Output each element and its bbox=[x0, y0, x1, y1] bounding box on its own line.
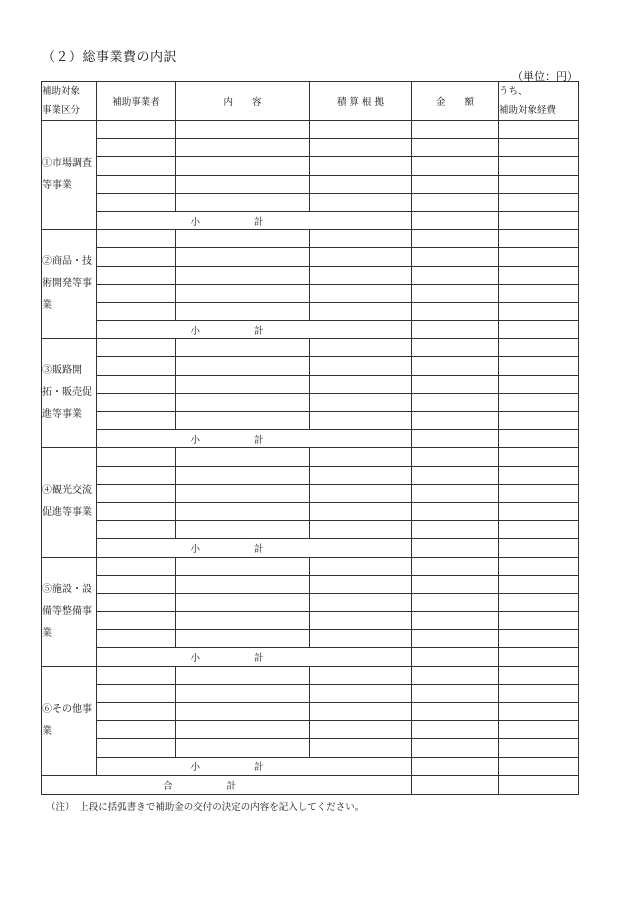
data-row bbox=[42, 121, 579, 139]
data-row bbox=[42, 357, 579, 375]
operator-cell[interactable] bbox=[97, 448, 176, 466]
basis-cell[interactable] bbox=[310, 393, 412, 411]
basis-cell[interactable] bbox=[310, 248, 412, 266]
basis-cell[interactable] bbox=[310, 466, 412, 484]
amount-cell[interactable] bbox=[412, 284, 499, 302]
eligible-cell[interactable] bbox=[499, 593, 579, 611]
eligible-cell[interactable] bbox=[499, 703, 579, 721]
data-row bbox=[42, 666, 579, 684]
category-label: ①市場調査等事業 bbox=[42, 121, 97, 230]
operator-cell[interactable] bbox=[97, 230, 176, 248]
operator-cell[interactable] bbox=[97, 284, 176, 302]
subtotal-row bbox=[42, 430, 579, 448]
subtotal-amount-cell[interactable] bbox=[412, 648, 499, 666]
operator-cell[interactable] bbox=[97, 466, 176, 484]
content-cell[interactable] bbox=[176, 157, 310, 175]
eligible-cell[interactable] bbox=[499, 339, 579, 357]
subtotal-row bbox=[42, 539, 579, 557]
header-eligible-cost: うち、 補助対象経費 bbox=[499, 82, 579, 121]
operator-cell[interactable] bbox=[97, 121, 176, 139]
budget-breakdown-table bbox=[41, 81, 579, 795]
eligible-cell[interactable] bbox=[499, 175, 579, 193]
amount-cell[interactable] bbox=[412, 466, 499, 484]
subtotal-eligible-cell[interactable] bbox=[499, 648, 579, 666]
subtotal-row bbox=[42, 321, 579, 339]
operator-cell[interactable] bbox=[97, 248, 176, 266]
amount-cell[interactable] bbox=[412, 375, 499, 393]
data-row bbox=[42, 412, 579, 430]
basis-cell[interactable] bbox=[310, 575, 412, 593]
basis-cell[interactable] bbox=[310, 703, 412, 721]
content-cell[interactable] bbox=[176, 703, 310, 721]
grand-total-eligible-cell[interactable] bbox=[499, 775, 579, 794]
data-row bbox=[42, 612, 579, 630]
content-cell[interactable] bbox=[176, 412, 310, 430]
data-row bbox=[42, 284, 579, 302]
operator-cell[interactable] bbox=[97, 302, 176, 320]
data-row bbox=[42, 339, 579, 357]
content-cell[interactable] bbox=[176, 357, 310, 375]
content-cell[interactable] bbox=[176, 230, 310, 248]
operator-cell[interactable] bbox=[97, 339, 176, 357]
subtotal-row bbox=[42, 648, 579, 666]
eligible-cell[interactable] bbox=[499, 630, 579, 648]
amount-cell[interactable] bbox=[412, 703, 499, 721]
amount-cell[interactable] bbox=[412, 412, 499, 430]
footnote: （注） 上段に括弧書きで補助金の交付の決定の内容を記入してください。 bbox=[46, 802, 365, 813]
eligible-cell[interactable] bbox=[499, 684, 579, 702]
data-row bbox=[42, 375, 579, 393]
eligible-cell[interactable] bbox=[499, 575, 579, 593]
basis-cell[interactable] bbox=[310, 684, 412, 702]
content-cell[interactable] bbox=[176, 575, 310, 593]
eligible-cell[interactable] bbox=[499, 121, 579, 139]
amount-cell[interactable] bbox=[412, 339, 499, 357]
data-row bbox=[42, 630, 579, 648]
eligible-cell[interactable] bbox=[499, 502, 579, 520]
subtotal-row bbox=[42, 211, 579, 229]
subtotal-label: 小計 bbox=[97, 648, 412, 666]
content-cell[interactable] bbox=[176, 248, 310, 266]
subtotal-label: 小計 bbox=[97, 539, 412, 557]
content-cell[interactable] bbox=[176, 466, 310, 484]
operator-cell[interactable] bbox=[97, 175, 176, 193]
amount-cell[interactable] bbox=[412, 739, 499, 757]
operator-cell[interactable] bbox=[97, 521, 176, 539]
basis-cell[interactable] bbox=[310, 175, 412, 193]
eligible-cell[interactable] bbox=[499, 357, 579, 375]
eligible-cell[interactable] bbox=[499, 557, 579, 575]
data-row bbox=[42, 248, 579, 266]
header-category: 補助対象 事業区分 bbox=[42, 82, 97, 121]
content-cell[interactable] bbox=[176, 630, 310, 648]
eligible-cell[interactable] bbox=[499, 521, 579, 539]
subtotal-amount-cell[interactable] bbox=[412, 539, 499, 557]
basis-cell[interactable] bbox=[310, 139, 412, 157]
amount-cell[interactable] bbox=[412, 248, 499, 266]
basis-cell[interactable] bbox=[310, 375, 412, 393]
subtotal-label: 小計 bbox=[97, 321, 412, 339]
content-cell[interactable] bbox=[176, 739, 310, 757]
grand-total-label: 合計 bbox=[42, 775, 412, 794]
amount-cell[interactable] bbox=[412, 575, 499, 593]
basis-cell[interactable] bbox=[310, 230, 412, 248]
eligible-cell[interactable] bbox=[499, 484, 579, 502]
subtotal-eligible-cell[interactable] bbox=[499, 211, 579, 229]
data-row bbox=[42, 721, 579, 739]
basis-cell[interactable] bbox=[310, 630, 412, 648]
amount-cell[interactable] bbox=[412, 593, 499, 611]
amount-cell[interactable] bbox=[412, 266, 499, 284]
content-cell[interactable] bbox=[176, 339, 310, 357]
operator-cell[interactable] bbox=[97, 357, 176, 375]
basis-cell[interactable] bbox=[310, 448, 412, 466]
data-row bbox=[42, 448, 579, 466]
data-row bbox=[42, 703, 579, 721]
data-row bbox=[42, 230, 579, 248]
data-row bbox=[42, 684, 579, 702]
data-row bbox=[42, 502, 579, 520]
amount-cell[interactable] bbox=[412, 721, 499, 739]
data-row bbox=[42, 557, 579, 575]
operator-cell[interactable] bbox=[97, 630, 176, 648]
subtotal-eligible-cell[interactable] bbox=[499, 539, 579, 557]
data-row bbox=[42, 193, 579, 211]
content-cell[interactable] bbox=[176, 684, 310, 702]
basis-cell[interactable] bbox=[310, 157, 412, 175]
content-cell[interactable] bbox=[176, 502, 310, 520]
operator-cell[interactable] bbox=[97, 484, 176, 502]
eligible-cell[interactable] bbox=[499, 139, 579, 157]
subtotal-label: 小計 bbox=[97, 757, 412, 775]
subtotal-label: 小計 bbox=[97, 430, 412, 448]
operator-cell[interactable] bbox=[97, 412, 176, 430]
subtotal-eligible-cell[interactable] bbox=[499, 321, 579, 339]
content-cell[interactable] bbox=[176, 193, 310, 211]
amount-cell[interactable] bbox=[412, 230, 499, 248]
content-cell[interactable] bbox=[176, 121, 310, 139]
content-cell[interactable] bbox=[176, 375, 310, 393]
content-cell[interactable] bbox=[176, 302, 310, 320]
data-row bbox=[42, 593, 579, 611]
amount-cell[interactable] bbox=[412, 121, 499, 139]
eligible-cell[interactable] bbox=[499, 248, 579, 266]
amount-cell[interactable] bbox=[412, 193, 499, 211]
content-cell[interactable] bbox=[176, 612, 310, 630]
category-label: ⑥その他事業 bbox=[42, 666, 97, 775]
eligible-cell[interactable] bbox=[499, 666, 579, 684]
header-amount: 金 額 bbox=[412, 82, 499, 121]
content-cell[interactable] bbox=[176, 175, 310, 193]
eligible-cell[interactable] bbox=[499, 266, 579, 284]
operator-cell[interactable] bbox=[97, 157, 176, 175]
eligible-cell[interactable] bbox=[499, 612, 579, 630]
category-label: ②商品・技術開発等事業 bbox=[42, 230, 97, 339]
content-cell[interactable] bbox=[176, 284, 310, 302]
basis-cell[interactable] bbox=[310, 739, 412, 757]
amount-cell[interactable] bbox=[412, 684, 499, 702]
operator-cell[interactable] bbox=[97, 739, 176, 757]
basis-cell[interactable] bbox=[310, 484, 412, 502]
amount-cell[interactable] bbox=[412, 502, 499, 520]
subtotal-eligible-cell[interactable] bbox=[499, 757, 579, 775]
section-title: （２）総事業費の内訳 bbox=[42, 50, 178, 65]
content-cell[interactable] bbox=[176, 448, 310, 466]
operator-cell[interactable] bbox=[97, 502, 176, 520]
data-row bbox=[42, 466, 579, 484]
amount-cell[interactable] bbox=[412, 666, 499, 684]
eligible-cell[interactable] bbox=[499, 721, 579, 739]
data-row bbox=[42, 302, 579, 320]
unit-label: （単位：円） bbox=[512, 70, 578, 83]
content-cell[interactable] bbox=[176, 721, 310, 739]
eligible-cell[interactable] bbox=[499, 157, 579, 175]
operator-cell[interactable] bbox=[97, 684, 176, 702]
amount-cell[interactable] bbox=[412, 630, 499, 648]
content-cell[interactable] bbox=[176, 393, 310, 411]
data-row bbox=[42, 139, 579, 157]
content-cell[interactable] bbox=[176, 557, 310, 575]
header-basis: 積 算 根 拠 bbox=[310, 82, 412, 121]
grand-total-amount-cell[interactable] bbox=[412, 775, 499, 794]
basis-cell[interactable] bbox=[310, 557, 412, 575]
eligible-cell[interactable] bbox=[499, 466, 579, 484]
operator-cell[interactable] bbox=[97, 593, 176, 611]
content-cell[interactable] bbox=[176, 139, 310, 157]
amount-cell[interactable] bbox=[412, 557, 499, 575]
basis-cell[interactable] bbox=[310, 193, 412, 211]
basis-cell[interactable] bbox=[310, 612, 412, 630]
category-label: ③販路開拓・販売促進等事業 bbox=[42, 339, 97, 448]
subtotal-amount-cell[interactable] bbox=[412, 211, 499, 229]
category-label: ⑤施設・設備等整備事業 bbox=[42, 557, 97, 666]
amount-cell[interactable] bbox=[412, 139, 499, 157]
data-row bbox=[42, 484, 579, 502]
subtotal-amount-cell[interactable] bbox=[412, 757, 499, 775]
header-operator: 補助事業者 bbox=[97, 82, 176, 121]
header-row bbox=[42, 82, 579, 121]
data-row bbox=[42, 521, 579, 539]
amount-cell[interactable] bbox=[412, 521, 499, 539]
grand-total-row bbox=[42, 775, 579, 794]
amount-cell[interactable] bbox=[412, 393, 499, 411]
basis-cell[interactable] bbox=[310, 721, 412, 739]
operator-cell[interactable] bbox=[97, 375, 176, 393]
operator-cell[interactable] bbox=[97, 193, 176, 211]
amount-cell[interactable] bbox=[412, 175, 499, 193]
basis-cell[interactable] bbox=[310, 266, 412, 284]
operator-cell[interactable] bbox=[97, 393, 176, 411]
basis-cell[interactable] bbox=[310, 502, 412, 520]
eligible-cell[interactable] bbox=[499, 393, 579, 411]
amount-cell[interactable] bbox=[412, 448, 499, 466]
amount-cell[interactable] bbox=[412, 357, 499, 375]
data-row bbox=[42, 575, 579, 593]
subtotal-eligible-cell[interactable] bbox=[499, 430, 579, 448]
content-cell[interactable] bbox=[176, 593, 310, 611]
amount-cell[interactable] bbox=[412, 484, 499, 502]
data-row bbox=[42, 175, 579, 193]
basis-cell[interactable] bbox=[310, 412, 412, 430]
operator-cell[interactable] bbox=[97, 666, 176, 684]
operator-cell[interactable] bbox=[97, 266, 176, 284]
header-content: 内 容 bbox=[176, 82, 310, 121]
eligible-cell[interactable] bbox=[499, 284, 579, 302]
operator-cell[interactable] bbox=[97, 703, 176, 721]
content-cell[interactable] bbox=[176, 521, 310, 539]
eligible-cell[interactable] bbox=[499, 375, 579, 393]
eligible-cell[interactable] bbox=[499, 302, 579, 320]
eligible-cell[interactable] bbox=[499, 230, 579, 248]
eligible-cell[interactable] bbox=[499, 448, 579, 466]
data-row bbox=[42, 393, 579, 411]
operator-cell[interactable] bbox=[97, 575, 176, 593]
basis-cell[interactable] bbox=[310, 666, 412, 684]
basis-cell[interactable] bbox=[310, 593, 412, 611]
data-row bbox=[42, 157, 579, 175]
data-row bbox=[42, 266, 579, 284]
basis-cell[interactable] bbox=[310, 302, 412, 320]
basis-cell[interactable] bbox=[310, 521, 412, 539]
basis-cell[interactable] bbox=[310, 284, 412, 302]
basis-cell[interactable] bbox=[310, 121, 412, 139]
eligible-cell[interactable] bbox=[499, 193, 579, 211]
basis-cell[interactable] bbox=[310, 339, 412, 357]
data-row bbox=[42, 739, 579, 757]
eligible-cell[interactable] bbox=[499, 412, 579, 430]
operator-cell[interactable] bbox=[97, 557, 176, 575]
operator-cell[interactable] bbox=[97, 139, 176, 157]
operator-cell[interactable] bbox=[97, 612, 176, 630]
amount-cell[interactable] bbox=[412, 157, 499, 175]
eligible-cell[interactable] bbox=[499, 739, 579, 757]
content-cell[interactable] bbox=[176, 484, 310, 502]
basis-cell[interactable] bbox=[310, 357, 412, 375]
amount-cell[interactable] bbox=[412, 612, 499, 630]
content-cell[interactable] bbox=[176, 266, 310, 284]
subtotal-amount-cell[interactable] bbox=[412, 321, 499, 339]
operator-cell[interactable] bbox=[97, 721, 176, 739]
content-cell[interactable] bbox=[176, 666, 310, 684]
subtotal-amount-cell[interactable] bbox=[412, 430, 499, 448]
subtotal-label: 小計 bbox=[97, 211, 412, 229]
amount-cell[interactable] bbox=[412, 302, 499, 320]
category-label: ④観光交流促進等事業 bbox=[42, 448, 97, 557]
subtotal-row bbox=[42, 757, 579, 775]
